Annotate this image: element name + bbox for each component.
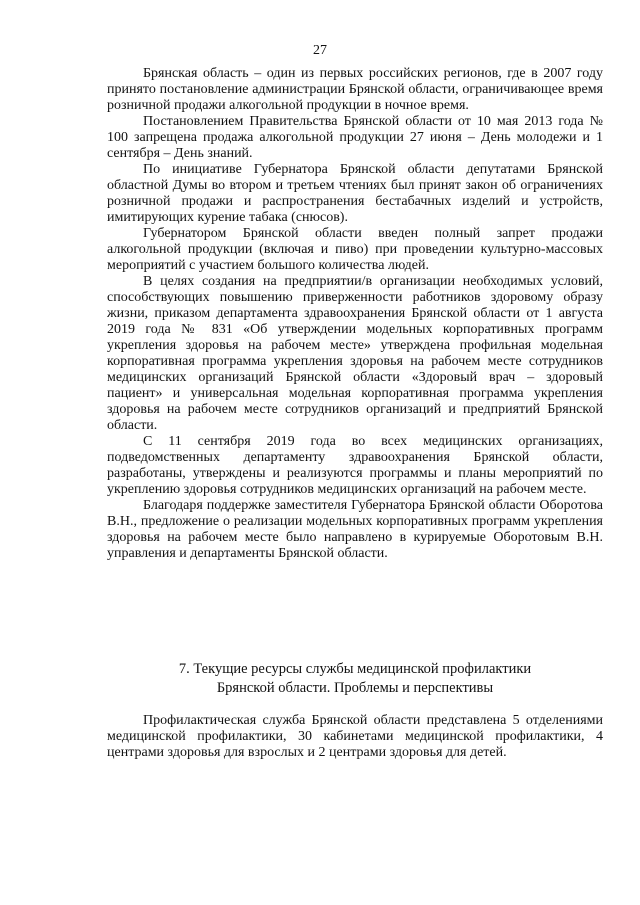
section-heading-line-1: 7. Текущие ресурсы службы медицинской профилактики [178, 661, 532, 677]
paragraph-medical-organizations: С 11 сентября 2019 года во всех медицинских организациях, подведомственных департаменту здравоохранения Брянской области, разработаны, утверждены и реализуются программы и планы мероприятий по укреплению здоровья сотрудников медицинских организаций на рабочем месте. [107, 434, 603, 497]
paragraph-corporate-programs: В целях создания на предприятии/в организации необходимых условий, способствующих повышению приверженности работников здоровому образу жизни, приказом департамента здравоохранения Брянской области от 1 августа 2019 года № 831 «Об утверждении модельных корпоративных программ укрепления здоровья на рабочем месте» утверждена профильная модельная корпоративная программа укрепления здоровья на рабочем месте сотрудников медицинских организаций Брянской области «Здоровый врач – здоровый пациент» и универсальная модельная корпоративная программа укрепления здоровья на рабочем месте сотрудников организаций и предприятий Брянской области. [107, 274, 603, 433]
paragraph-snus-law: По инициативе Губернатора Брянской области депутатами Брянской областной Думы во втором и третьем чтениях был принят закон об ограничениях розничной продажи и распространения бестабачных изделий и устройств, имитирующих курение табака (снюсов). [107, 162, 603, 225]
paragraph-deputy-governor: Благодаря поддержке заместителя Губернатора Брянской области Оборотова В.Н., предложение о реализации модельных корпоративных программ укрепления здоровья на рабочем месте было направлено в курируемые Оборотовым В.Н. управления и департаменты Брянской области. [107, 498, 603, 561]
section-heading-line-2: Брянской области. Проблемы и перспективы [216, 680, 494, 696]
paragraph-alcohol-night-ban: Брянская область – один из первых российских регионов, где в 2007 году принято постановление администрации Брянской области, ограничивающее время розничной продажи алкогольной продукции в ночное время. [107, 66, 603, 113]
section-heading [107, 660, 603, 698]
page-number: 27 [313, 43, 327, 58]
paragraph-prevention-service: Профилактическая служба Брянской области представлена 5 отделениями медицинской профилактики, 30 кабинетами медицинской профилактики, 4 центрами здоровья для взрослых и 2 центрами здоровья для детей. [107, 713, 603, 760]
paragraph-mass-events-ban: Губернатором Брянской области введен полный запрет продажи алкогольной продукции (включая и пиво) при проведении культурно-массовых мероприятий с участием большого количества людей. [107, 226, 603, 273]
paragraph-holiday-ban: Постановлением Правительства Брянской области от 10 мая 2013 года № 100 запрещена продажа алкогольной продукции 27 июня – День молодежи и 1 сентября – День знаний. [107, 114, 603, 161]
section-body [107, 713, 603, 761]
body-text [107, 66, 603, 562]
